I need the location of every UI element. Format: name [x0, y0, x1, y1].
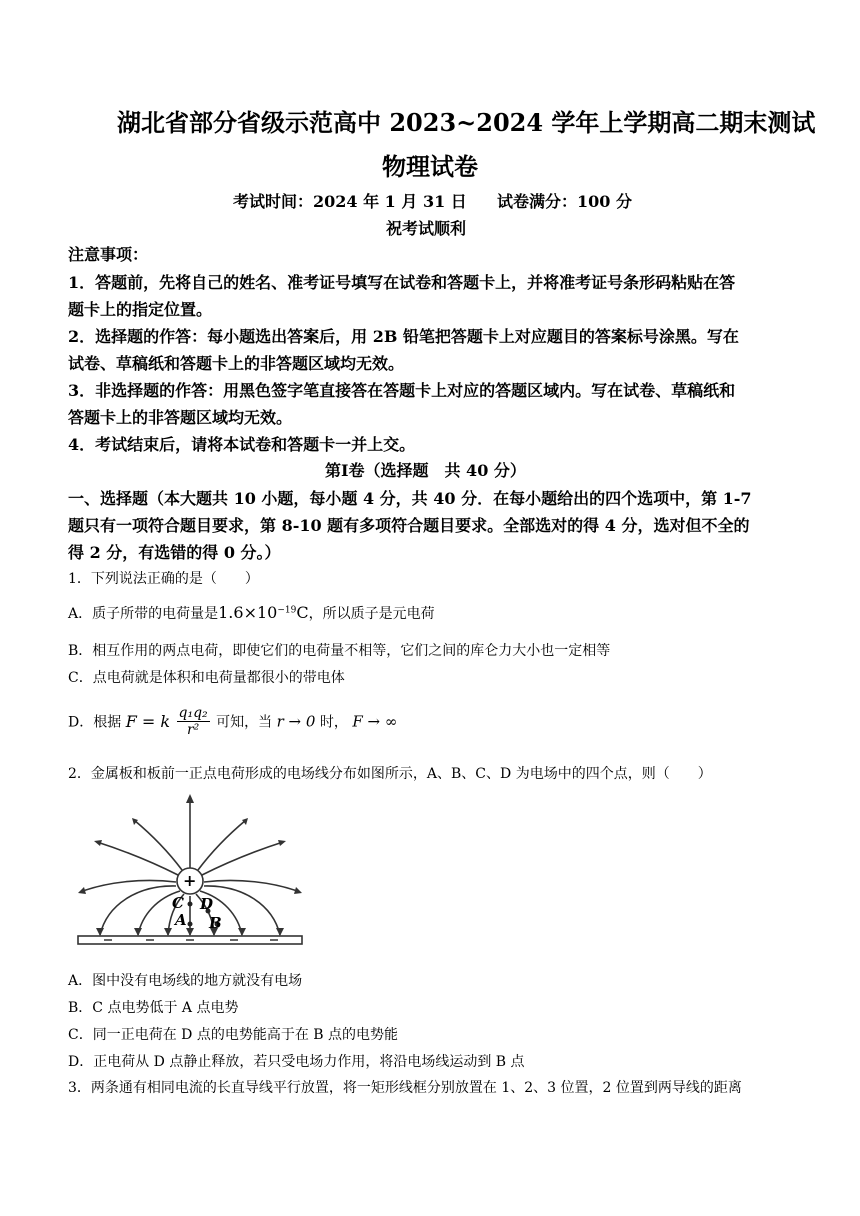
figure-label-d: D — [200, 895, 214, 913]
figure-charge-label: + — [183, 871, 197, 890]
q1-option-d — [68, 705, 397, 738]
q2-option-c: C．同一正电荷在 D 点的电势能高于在 B 点的电势能 — [68, 1027, 399, 1043]
q1-d-fraction — [177, 705, 210, 738]
q1-a-value: 1.6×10 — [218, 603, 278, 622]
section-1-intro-line-1: 一、选择题（本大题共 10 小题，每小题 4 分，共 40 分．在每小题给出的四个选项中，第 1-7 — [68, 489, 752, 508]
q2-option-b: B．C 点电势低于 A 点电势 — [68, 1000, 239, 1016]
q3-stem: 3．两条通有相同电流的长直导线平行放置，将一矩形线框分别放置在 1、2、3 位置，2 位置到两导线的距离 — [68, 1080, 742, 1096]
q1-option-a — [68, 603, 435, 623]
note-1-line-1: 1．答题前，先将自己的姓名、准考证号填写在试卷和答题卡上，并将准考证号条形码粘贴在答 — [68, 273, 736, 292]
q2-option-d: D．正电荷从 D 点静止释放，若只受电场力作用，将沿电场线运动到 B 点 — [68, 1054, 525, 1070]
q1-stem: 1．下列说法正确的是（ ） — [68, 571, 259, 587]
q1-d-numerator: q₁q₂ — [178, 705, 208, 721]
q1-d-result: F → ∞ — [352, 712, 398, 731]
q1-a-pre: A．质子所带的电荷量是 — [68, 606, 219, 622]
note-3-line-1: 3．非选择题的作答：用黑色签字笔直接答在答题卡上对应的答题区域内。写在试卷、草稿纸和 — [68, 381, 736, 400]
figure-label-c: C — [172, 894, 184, 912]
figure-label-b: B — [209, 914, 222, 932]
notes-heading: 注意事项： — [68, 245, 149, 264]
q2-option-a: A．图中没有电场线的地方就没有电场 — [68, 973, 303, 989]
q1-option-c: C．点电荷就是体积和电荷量都很小的带电体 — [68, 670, 345, 686]
note-3-line-2: 答题卡上的非答题区域均无效。 — [68, 408, 293, 427]
section-1-title: 第Ⅰ卷（选择题 共 40 分） — [325, 461, 526, 480]
exam-time: 考试时间：2024 年 1 月 31 日 — [233, 192, 467, 211]
note-1-line-2: 题卡上的指定位置。 — [68, 300, 213, 319]
section-1-intro-line-2: 题只有一项符合题目要求，第 8-10 题有多项符合题目要求。全部选对的得 4 分，选对但不全的 — [68, 516, 750, 535]
wish-text: 祝考试顺利 — [386, 219, 467, 238]
note-2-line-2: 试卷、草稿纸和答题卡上的非答题区域均无效。 — [68, 354, 405, 373]
section-1-intro-line-3: 得 2 分，有选错的得 0 分。） — [68, 543, 281, 562]
q1-a-exponent: −19 — [277, 605, 297, 616]
full-score: 试卷满分：100 分 — [497, 192, 632, 211]
q1-a-post: ，所以质子是元电荷 — [308, 606, 435, 622]
q1-d-pre: D．根据 — [68, 714, 122, 731]
note-4: 4．考试结束后，请将本试卷和答题卡一并上交。 — [68, 435, 416, 454]
q1-d-when: 时， — [319, 714, 348, 731]
exam-title: 湖北省部分省级示范高中 2023~2024 学年上学期高二期末测试 — [117, 108, 816, 137]
q1-d-formula-lhs: F = k — [125, 712, 171, 731]
q1-option-b: B．相互作用的两点电荷，即使它们的电荷量不相等，它们之间的库仑力大小也一定相等 — [68, 643, 611, 659]
q1-d-denominator: r² — [186, 722, 200, 738]
subject-title: 物理试卷 — [382, 152, 478, 181]
figure-label-a: A — [175, 911, 187, 929]
q1-a-unit: C — [296, 603, 309, 622]
q1-d-mid: 可知，当 — [216, 714, 273, 731]
electric-field-figure — [72, 790, 312, 955]
note-2-line-1: 2．选择题的作答：每小题选出答案后，用 2B 铅笔把答题卡上对应题目的答案标号涂黑。写在 — [68, 327, 739, 346]
q1-d-condition: r → 0 — [276, 712, 316, 731]
q2-stem: 2．金属板和板前一正点电荷形成的电场线分布如图所示，A、B、C、D 为电场中的四个点，则（ ） — [68, 766, 712, 782]
